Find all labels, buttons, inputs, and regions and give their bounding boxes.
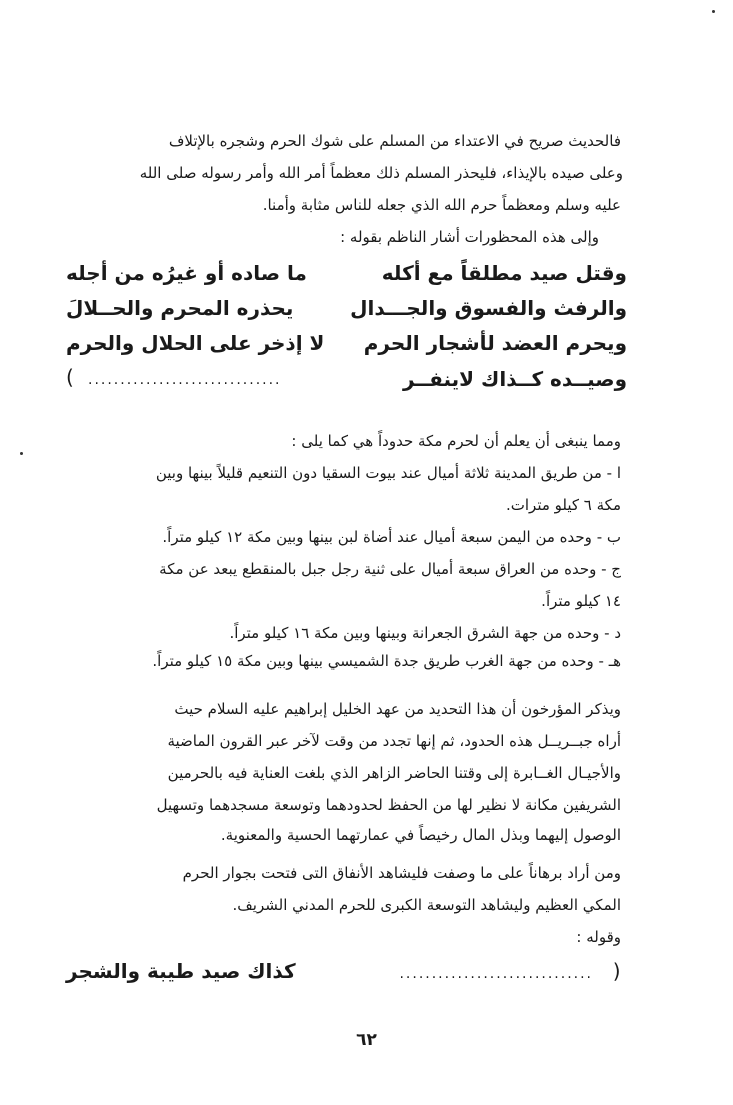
verse-first-hemistich: وصيــده كــذاك لاينفــر (403, 367, 627, 391)
paragraph-line: ج - وحده من العراق سبعة أميال على ثنية رجل جبل بالمنقطع يبعد عن مكة (159, 560, 621, 578)
paragraph-line: ١٤ كيلو متراً. (541, 592, 621, 610)
paragraph-line: وقوله : (576, 928, 621, 946)
verse-first-hemistich: وقتل صيد مطلقاً مع أكله (381, 261, 627, 285)
paragraph-line: ا - من طريق المدينة ثلاثة أميال عند بيوت السقيا دون التنعيم قليلاً بينها وبين (155, 464, 621, 482)
page-number: ٦٢ (356, 1030, 377, 1050)
paragraph-line: ومما ينبغى أن يعلم أن لحرم مكة حدوداً هي كما يلى : (291, 432, 621, 450)
paragraph-line: الشريفين مكانة لا نظير لها من الحفظ لحدودهما وتوسعة مسجدهما وتسهيل (156, 796, 621, 814)
paragraph-line: وعلى صيده بالإيذاء، فليحذر المسلم ذلك معظماً أمر الله وأمر رسوله صلى الله (139, 164, 623, 182)
paragraph-line: ب - وحده من اليمن سبعة أميال عند أضاة لبن بينها وبين مكة ١٢ كيلو متراً. (162, 528, 621, 546)
paragraph-line: مكة ٦ كيلو مترات. (505, 496, 621, 514)
verse-first-hemistich: ويحرم العضد لأشجار الحرم (363, 331, 627, 355)
paragraph-line: ويذكر المؤرخون أن هذا التحديد من عهد الخليل إبراهيم عليه السلام حيث (174, 700, 621, 718)
scan-speck (20, 452, 23, 455)
verse-dots: .............................. (399, 966, 593, 982)
paragraph-line: المكي العظيم وليشاهد التوسعة الكبرى للحرم المدني الشريف. (232, 896, 621, 914)
paragraph-line: د - وحده من جهة الشرق الجعرانة وبينها وبين مكة ١٦ كيلو متراً. (229, 624, 621, 642)
paragraph-line: ومن أراد برهاناً على ما وصفت فليشاهد الأنفاق التى فتحت بجوار الحرم (182, 864, 621, 882)
verse-dots: .............................. (88, 372, 282, 388)
verse-parenthesis: ) (66, 365, 75, 389)
verse-second-hemistich: لا إذخر على الحلال والحرم (66, 331, 325, 355)
verse-first-hemistich: والرفث والفسوق والجـــدال (350, 296, 627, 320)
paragraph-line: الوصول إليهما وبذل المال رخيصاً في عمارتهما الحسية والمعنوية. (220, 826, 621, 844)
verse-ellipsis (399, 954, 593, 991)
paragraph-line: عليه وسلم ومعظماً حرم الله الذي جعله للناس مثابة وأمنا. (262, 196, 621, 214)
verse-second-hemistich: ما صاده أو غيرُه من أجله (66, 261, 307, 285)
scan-speck (712, 10, 715, 13)
paragraph-line: فالحديث صريح في الاعتداء من المسلم على شوك الحرم وشجره بالإتلاف (168, 132, 621, 150)
verse-second-hemistich: كذاك صيد طيبة والشجر (66, 959, 296, 983)
verse-second-hemistich: يحذره المحرم والحــلالَ (66, 296, 294, 320)
paragraph-line: هـ - وحده من جهة الغرب طريق جدة الشميسي بينها وبين مكة ١٥ كيلو متراً. (152, 652, 621, 670)
paragraph-line: والأجيـال الغــابرة إلى وقتنا الحاضر الزاهر الذي بلغت العناية فيه بالحرمين (167, 764, 621, 782)
verse-parenthesis: ( (612, 959, 621, 983)
verse-ellipsis (88, 360, 282, 397)
paragraph-line: أراه جبــريــل هذه الحدود، ثم إنها تجدد من وقت لآخر عبر القرون الماضية (167, 732, 621, 750)
paragraph-line: وإلى هذه المحظورات أشار الناظم بقوله : (340, 228, 599, 246)
